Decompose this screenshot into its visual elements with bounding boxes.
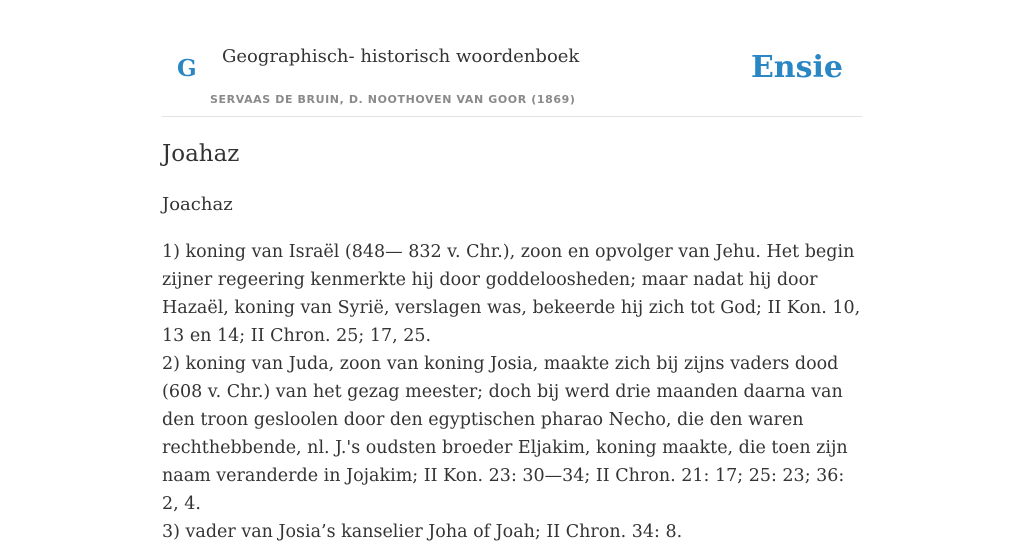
book-authors: SERVAAS DE BRUIN, D. NOOTHOVEN VAN GOOR (1869) [210, 93, 576, 106]
book-title-link[interactable]: Geographisch- historisch woordenboek [222, 46, 580, 67]
entry-content [162, 138, 862, 546]
book-logo-icon[interactable]: G [177, 55, 197, 82]
entry-paragraph-1: 1) koning van Israël (848— 832 v. Chr.), zoon en opvolger van Jehu. Het begin zijner regeering kenmerkte hij door goddeloosheden; maar nadat hij door Hazaël, koning van Syrië, verslagen was, bekeerde hij zich tot God; II Kon. 10, 13 en 14; II Chron. 25; 17, 25. [162, 242, 861, 346]
entry-paragraph-2: 2) koning van Juda, zoon van koning Josia, maakte zich bij zijns vaders dood (608 v. Chr.) van het gezag meester; doch bij werd drie maanden daarna van den troon gesloolen door den egyptischen pharao Necho, die den waren rechthebbende, nl. J.'s oudsten broeder Eljakim, koning maakte, die toen zijn naam veranderde in Jojakim; II Kon. 23: 30—34; II Chron. 21: 17; 25: 23; 36: 2, 4. [162, 354, 848, 514]
entry-paragraph-3: 3) vader van Josia’s kanselier Joha of Joah; II Chron. 34: 8. [162, 522, 683, 542]
entry-title: Joahaz [162, 141, 240, 167]
entry-body [162, 238, 862, 546]
site-header [162, 0, 862, 117]
entry-subtitle: Joachaz [162, 194, 233, 215]
ensie-logo-link[interactable]: Ensie [750, 50, 843, 85]
